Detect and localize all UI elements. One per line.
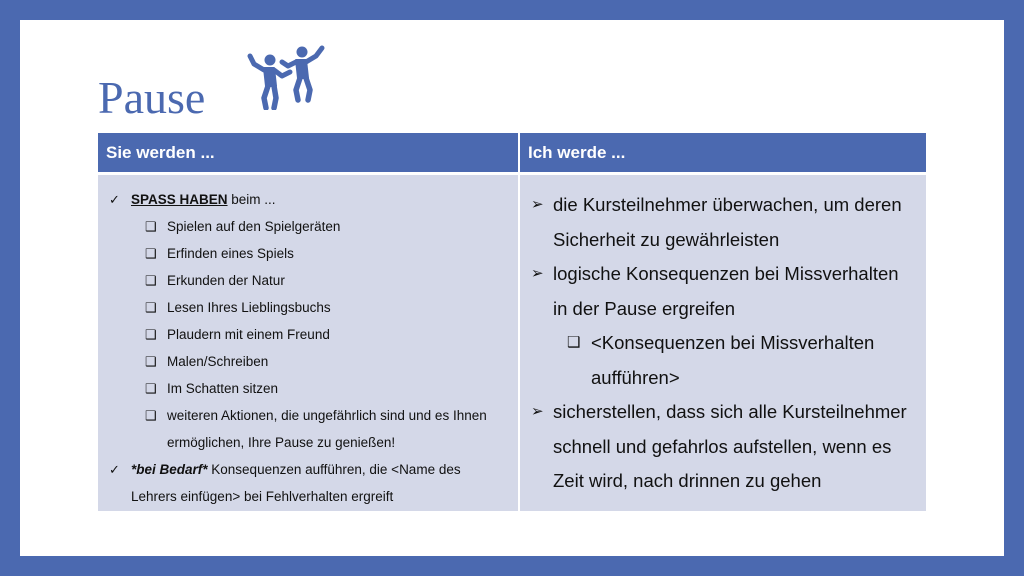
arrow-bullet-icon: ➢ [531, 196, 544, 213]
item-bold-text: SPASS HABEN [131, 192, 228, 207]
sub-item-text: Erkunden der Natur [167, 273, 285, 288]
list-item [109, 348, 509, 375]
list-item [109, 267, 509, 294]
item-text: logische Konsequenzen bei Missverhalten in der Pause ergreifen [553, 263, 899, 319]
slide-title: Pause [98, 72, 206, 123]
header-ich-werde: Ich werde ... [519, 133, 926, 174]
left-cell [98, 174, 519, 512]
dancing-people-icon [246, 44, 326, 110]
list-item [109, 186, 509, 213]
sub-item-text: <Konsequenzen bei Missverhalten aufführen> [591, 332, 875, 388]
checkbox-icon: ❑ [145, 246, 157, 261]
sub-item-text: weiteren Aktionen, die ungefährlich sind und es Ihnen ermöglichen, Ihre Pause zu genießen! [167, 408, 487, 450]
sub-item-text: Im Schatten sitzen [167, 381, 279, 396]
header-sie-werden: Sie werden ... [98, 133, 519, 174]
sub-item-text: Malen/Schreiben [167, 354, 269, 369]
item-text: Konsequenzen aufführen, die <Name des Lehrers einfügen> bei Fehlverhalten ergreift [131, 462, 461, 504]
right-cell [519, 174, 926, 512]
slide [20, 20, 1004, 556]
checkbox-icon: ❑ [145, 354, 157, 369]
list-item [109, 321, 509, 348]
checkbox-icon: ❑ [145, 273, 157, 288]
list-item [109, 240, 509, 267]
sub-item-text: Spielen auf den Spielgeräten [167, 219, 341, 234]
list-item [531, 257, 915, 326]
list-item [109, 402, 509, 456]
list-item [109, 213, 509, 240]
list-item [109, 294, 509, 321]
arrow-bullet-icon: ➢ [531, 265, 544, 282]
checkmark-icon: ✓ [109, 462, 120, 477]
item-text: beim ... [227, 192, 276, 207]
checkmark-icon: ✓ [109, 192, 120, 207]
pause-table [98, 133, 926, 511]
sub-item-text: Plaudern mit einem Freund [167, 327, 330, 342]
list-item [531, 326, 915, 395]
left-list [99, 176, 517, 510]
checkbox-icon: ❑ [145, 408, 157, 423]
arrow-bullet-icon: ➢ [531, 403, 544, 420]
sub-item-text: Erfinden eines Spiels [167, 246, 294, 261]
checkbox-icon: ❑ [145, 219, 157, 234]
list-item [109, 375, 509, 402]
item-bold-text: *bei Bedarf* [131, 462, 208, 477]
checkbox-icon: ❑ [145, 381, 157, 396]
checkbox-icon: ❑ [145, 300, 157, 315]
right-list [521, 176, 925, 499]
sub-item-text: Lesen Ihres Lieblingsbuchs [167, 300, 331, 315]
item-text: sicherstellen, dass sich alle Kursteilnehmer schnell und gefahrlos aufstellen, wenn es Zeit wird, nach drinnen zu gehen [553, 401, 907, 491]
list-item [531, 188, 915, 257]
checkbox-icon: ❑ [567, 334, 581, 351]
list-item [531, 395, 915, 499]
checkbox-icon: ❑ [145, 327, 157, 342]
item-text: die Kursteilnehmer überwachen, um deren Sicherheit zu gewährleisten [553, 194, 902, 250]
list-item [109, 456, 509, 510]
